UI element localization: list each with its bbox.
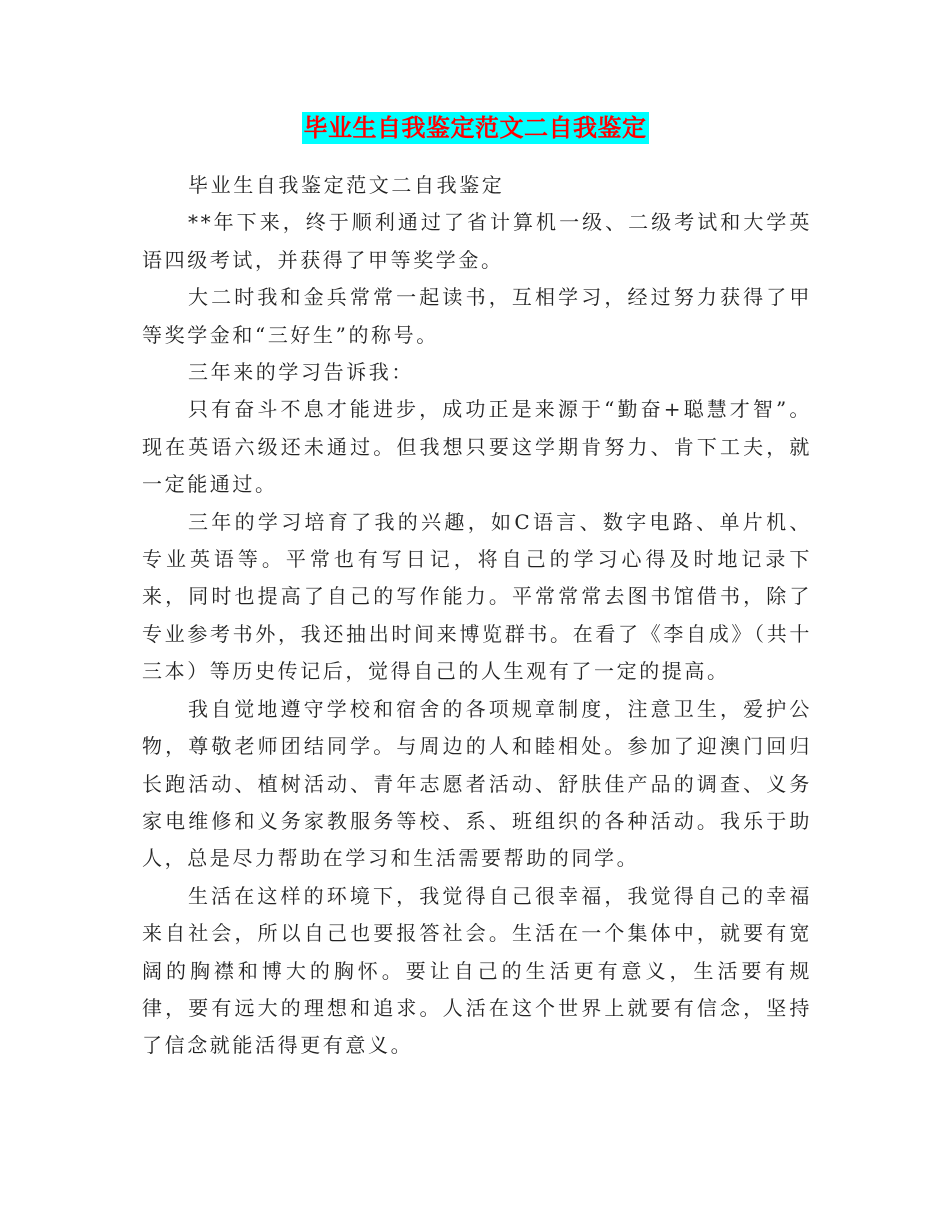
paragraph-7: 我自觉地遵守学校和宿舍的各项规章制度，注意卫生，爱护公物，尊敬老师团结同学。与周边的人和睦相处。参加了迎澳门回归长跑活动、植树活动、青年志愿者活动、舒肤佳产品的调查、义务家电维修和义务家教服务等校、系、班组织的各种活动。我乐于助人，总是尽力帮助在学习和生活需要帮助的同学。 xyxy=(142,696,812,871)
paragraph-4: 三年来的学习告诉我： xyxy=(188,360,414,385)
document-title: 毕业生自我鉴定范文二自我鉴定 xyxy=(303,113,647,142)
title-container xyxy=(0,112,950,144)
document-body xyxy=(142,167,812,1065)
paragraph-1: 毕业生自我鉴定范文二自我鉴定 xyxy=(188,173,505,197)
paragraph-5: 只有奋斗不息才能进步，成功正是来源于“勤奋+聪慧才智”。现在英语六级还未通过。但我想只要这学期肯努力、肯下工夫，就一定能通过。 xyxy=(142,397,812,497)
paragraph-2: **年下来，终于顺利通过了省计算机一级、二级考试和大学英语四级考试，并获得了甲等奖学金。 xyxy=(142,210,812,272)
paragraph-3: 大二时我和金兵常常一起读书，互相学习，经过努力获得了甲等奖学金和“三好生”的称号。 xyxy=(142,285,812,347)
paragraph-6: 三年的学习培育了我的兴趣，如C语言、数字电路、单片机、专业英语等。平常也有写日记，将自己的学习心得及时地记录下来，同时也提高了自己的写作能力。平常常常去图书馆借书，除了专业参考书外，我还抽出时间来博览群书。在看了《李自成》（共十三本）等历史传记后，觉得自己的人生观有了一定的提高。 xyxy=(142,509,812,684)
paragraph-8: 生活在这样的环境下，我觉得自己很幸福，我觉得自己的幸福来自社会，所以自己也要报答社会。生活在一个集体中，就要有宽阔的胸襟和博大的胸怀。要让自己的生活更有意义，生活要有规律，要有远大的理想和追求。人活在这个世界上就要有信念，坚持了信念就能活得更有意义。 xyxy=(142,883,812,1058)
